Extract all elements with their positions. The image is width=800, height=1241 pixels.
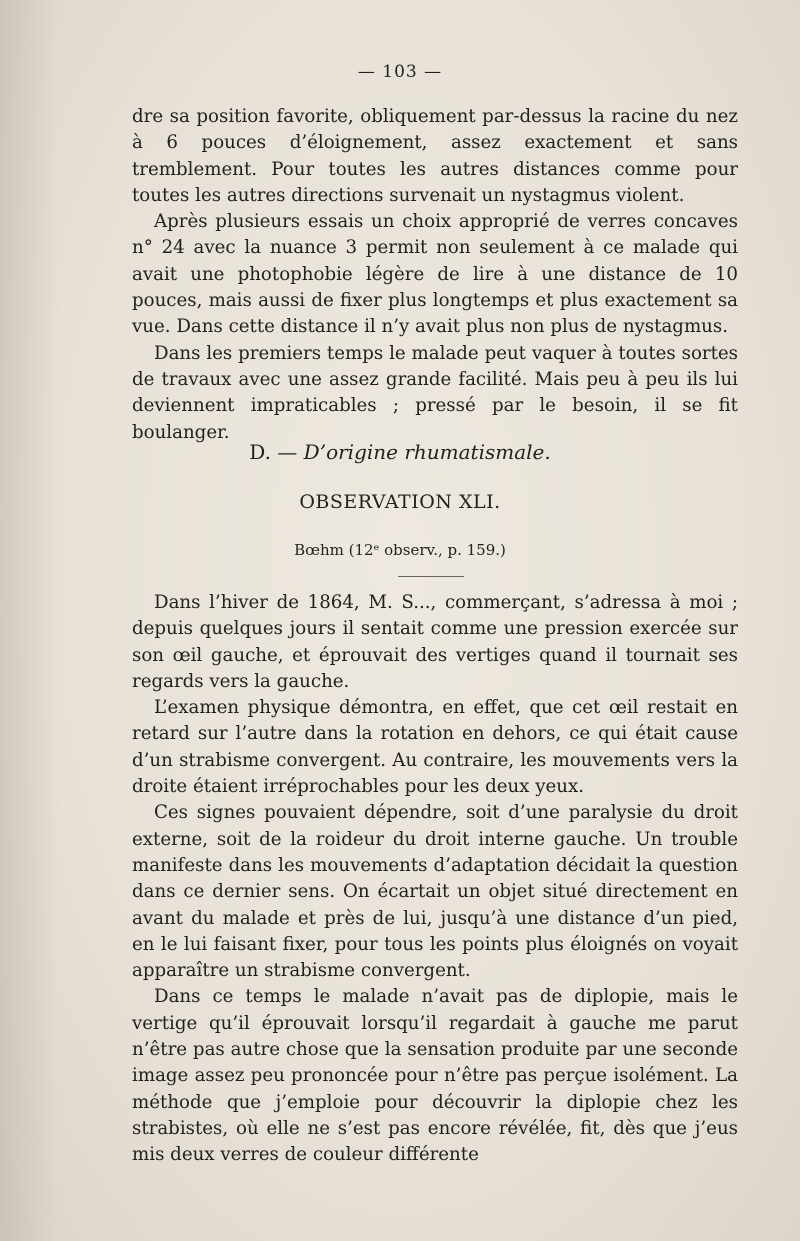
observation-source: Bœhm (12ᵉ observ., p. 159.) [294,541,506,559]
top-text-block [132,104,738,446]
paragraph: Après plusieurs essais un choix approprié de verres concaves n° 24 avec la nuance 3 permit non seulement à ce malade qui avait une photophobie légère de lire à une distance de 10 pouces, mais aussi de fixer plus longtemps et plus exactement sa vue. Dans cette distance il n’y avait plus non plus de nystagmus. [132,211,738,338]
paragraph: dre sa position favorite, obliquement par-dessus la racine du nez à 6 pouces d’éloignement, assez exactement et sans tremblement. Pour toutes les autres distances comme pour toutes les autres directions survenait un nystagmus violent. [132,106,738,206]
page-number: — 103 — [357,62,443,82]
section-heading-prefix: D. — [249,440,304,464]
observation-title: OBSERVATION XLI. [299,491,501,513]
paragraph: Dans l’hiver de 1864, M. S..., commerçant, s’adressa à moi ; depuis quelques jours il sentait comme une pression exercée sur son œil gauche, et éprouvait des vertiges quand il tournait ses regards vers la gauche. [132,592,738,692]
separator-rule [398,576,464,577]
section-heading [0,440,800,464]
page-edge-shadow [0,0,60,1241]
paragraph: Ces signes pouvaient dépendre, soit d’une paralysie du droit externe, soit de la roideur du droit interne gauche. Un trouble manifeste dans les mouvements d’adaptation décidait la question dans ce dernier sens. On écartait un objet situé directement en avant du malade et près de lui, jusqu’à une distance d’un pied, en le lui faisant fixer, pour tous les points plus éloignés on voyait apparaître un strabisme convergent. [132,802,738,982]
paragraph: Dans ce temps le malade n’avait pas de diplopie, mais le vertige qu’il éprouvait lorsqu’il regardait à gauche me parut n’être pas autre chose que la sensation produite par une seconde image assez peu prononcée pour n’être pas perçue isolément. La méthode que j’emploie pour découvrir la diplopie chez les strabistes, où elle ne s’est pas encore révélée, fit, dès que j’eus mis deux verres de couleur différente [132,986,738,1166]
section-heading-title: D’origine rhumatismale. [303,440,551,464]
paragraph: Dans les premiers temps le malade peut vaquer à toutes sortes de travaux avec une assez grande facilité. Mais peu à peu ils lui deviennent impraticables ; pressé par le besoin, il se fit boulanger. [132,342,738,443]
observation-text-block [132,590,738,1169]
paragraph: L’examen physique démontra, en effet, que cet œil restait en retard sur l’autre dans la rotation en dehors, ce qui était cause d’un strabisme convergent. Au contraire, les mouvements vers la droite étaient irréprochables pour les deux yeux. [132,697,738,798]
